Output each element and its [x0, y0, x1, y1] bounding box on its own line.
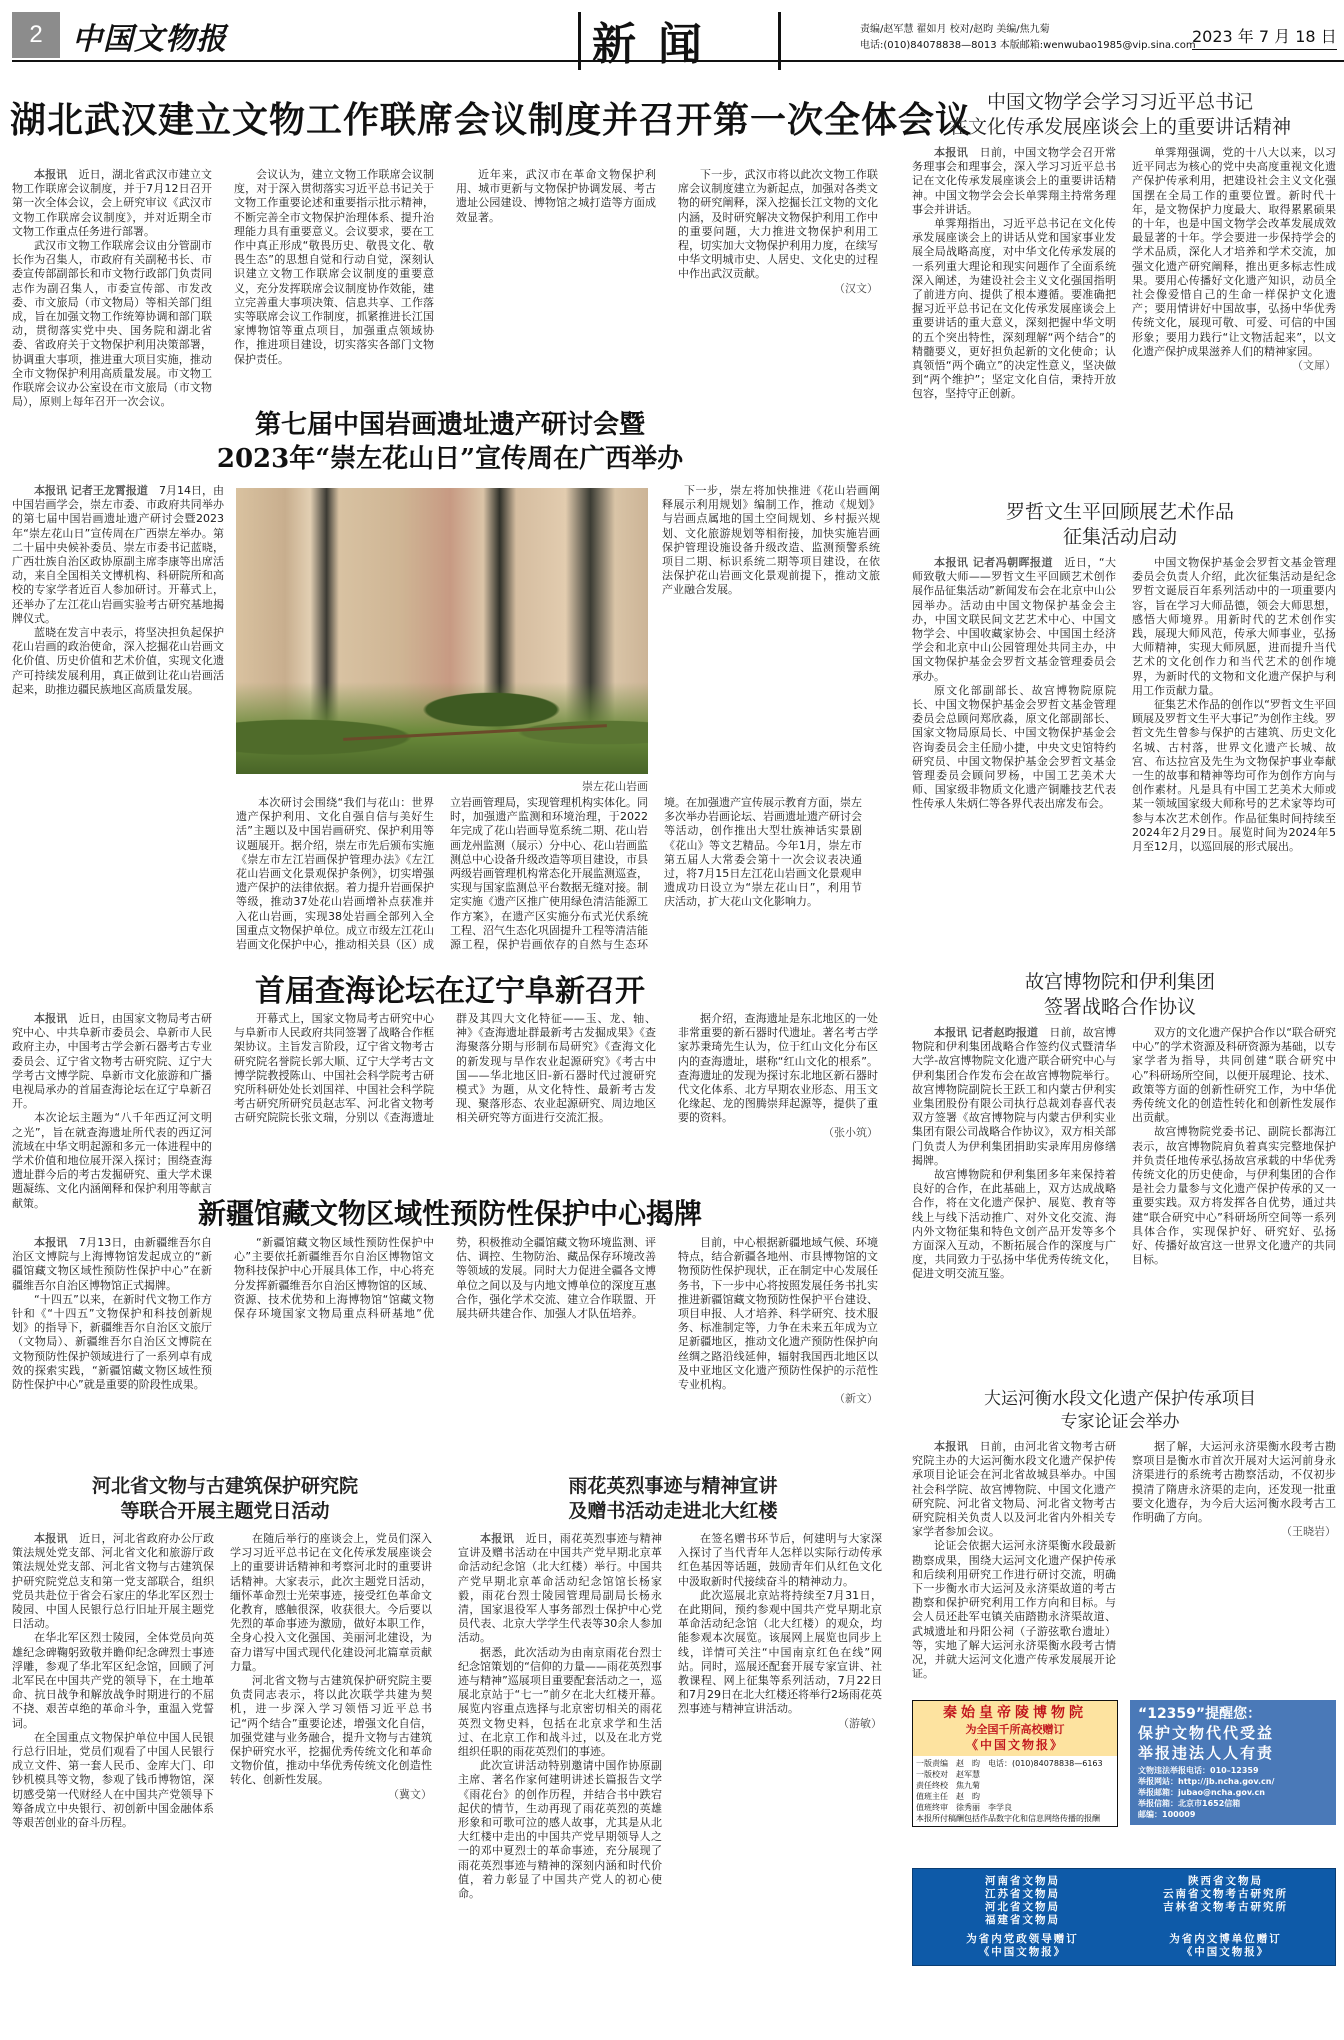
sponsor-slogan: 为省内文博单位赠订	[1169, 1933, 1282, 1945]
headline-line: 罗哲文生平回顾展艺术作品	[1005, 501, 1234, 523]
article-column	[12, 1012, 212, 1211]
lead-tag: 本报讯	[34, 1012, 68, 1025]
article-column	[678, 1236, 878, 1406]
issue-date: 2023 年 7 月 18 日	[1192, 24, 1337, 50]
ad-line: 秦始皇帝陵博物院	[943, 1705, 1087, 1721]
byline: （文犀）	[1292, 359, 1336, 373]
ad-row: 文物违法举报电话：010–12359	[1138, 1766, 1259, 1775]
headline-line: 大运河衡水段文化遗产保护传承项目	[984, 1389, 1256, 1409]
headline-xinjiang: 新疆馆藏文物区域性预防性保护中心揭牌	[197, 1197, 702, 1230]
page-number: 2	[12, 12, 60, 58]
ad-hotline	[1130, 1700, 1336, 1825]
paragraph: 日前，故宫博物院和伊利集团战略合作签约仪式暨清华大学-故宫博物院文化遗产联合研究中心与伊利集团合作发布会在故宫博物院举行。故宫博物院副院长王跃工和内蒙古伊利实业集团股份有限公司执行总裁刘春喜代表双方签署《故宫博物院与内蒙古伊利实业集团有限公司战略合作协议》，双方相关部门负责人为伊利集团捐助实录库用房修缮揭牌。	[912, 1026, 1117, 1167]
paragraph: 近日，由国家文物局考古研究中心、中共阜新市委员会、阜新市人民政府主办，中国考古学会新石器考古专业委员会、辽宁省文物考古研究院、辽宁大学考古文博学院、阜新市文化旅游和广播电视局承办的首届查海论坛在辽宁阜新召开。	[12, 1012, 213, 1111]
article-wuhan	[12, 168, 878, 409]
paragraph: 故宫博物院和伊利集团多年来保持着良好的合作，在此基础上，双方达成战略合作，将在文化遗产保护、展览、教育等线上与线下活动推广、对外文化交流、海内外文物征集和特色文创产品开发等多个方面深入互动，不断拓展合作的深度与广度，共同致力于弘扬中华优秀传统文化，促进文明交流互鉴。	[912, 1168, 1116, 1281]
ad-row: 一版责编 赵 昀 电话：(010)84078838—6163	[916, 1759, 1103, 1768]
paragraph: 此次巡展北京站将持续至7月31日，在此期间，预约参观中国共产党早期北京革命活动纪念馆（北大红楼）的观众，均能参观本次展览。该展网上展览也同步上线，详情可关注“中国南京红色在线”网站。同时，巡展还配套开展专家宣讲、社教课程、网上征集等系列活动，7月22日和7月29日在北大红楼还将举行2场雨花英烈事迹与精神宣讲活动。	[678, 1588, 882, 1716]
headline-yuhua	[458, 1474, 888, 1524]
headline-palace-yili	[905, 970, 1335, 1020]
article-column	[1132, 1026, 1336, 1267]
ad-row: 一版校对 赵军慧	[916, 1770, 980, 1779]
sponsor-org: 云南省文物考古研究所	[1163, 1888, 1288, 1900]
sponsor-slogan: 《中国文物报》	[978, 1946, 1067, 1958]
ad-row: 举报信箱：北京市1652信箱	[1138, 1799, 1241, 1808]
sponsor-org: 福建省文物局	[985, 1914, 1060, 1926]
ad-line: 保护文物代代受益	[1138, 1724, 1275, 1742]
headline-line: 中国文物学会学习习近平总书记	[986, 91, 1253, 113]
paragraph: 故宫博物院党委书记、副院长都海江表示，故宫博物院肩负着真实完整地保护并负责任地传承弘扬故宫承载的中华优秀传统文化的历史使命，与伊利集团的合作是社会力量参与文化遗产保护传承的又一重要实践。双方将发挥各自优势，通过共建“联合研究中心”科研场所空间等一系列具体合作，实现保护好、研究好、弘扬好、传播好故宫这一世界文化遗产的共同目标。	[1132, 1125, 1336, 1267]
headline-line: 故宫博物院和伊利集团	[1024, 971, 1215, 993]
ad-row: 邮编：100009	[1138, 1810, 1196, 1819]
paragraph: “十四五”以来，在新时代文物工作方针和《“十四五”文物保护和科技创新规划》的指导下，新疆维吾尔自治区文旅厅（文物局）、新疆维吾尔自治区文博院在文物预防性保护领域进行了一系列卓有成效的探索实践，“新疆馆藏文物区域性预防性保护中心”就是重要的阶段性成果。	[12, 1292, 212, 1392]
article-yuhua	[458, 1532, 882, 1901]
byline: （冀文）	[388, 1787, 432, 1801]
ad-row: 值班主任 赵 昀	[916, 1792, 980, 1801]
article-column	[912, 556, 1116, 812]
lead-tag: 本报讯 记者赵昀报道	[934, 1026, 1039, 1039]
rock-art-photo	[236, 488, 648, 774]
headline-line: 征集活动启动	[1062, 526, 1177, 548]
paragraph: 7月14日，由中国岩画学会，崇左市委、市政府共同举办的第七届中国岩画遗址遗产研讨会暨2023年“崇左花山日”宣传周在广西崇左举办。第二十届中央候补委员、崇左市委书记蓝晓，广西壮族自治区政协原副主席李康等出席活动，来自全国相关文博机构、科研院所和高校的专家学者近百人参加研讨。开幕式上，还举办了左江花山岩画实验考古研究基地揭牌仪式。	[12, 484, 224, 625]
lead-tag: 本报讯	[934, 146, 969, 159]
article-column	[1132, 556, 1336, 854]
paragraph: 单霁翔指出，习近平总书记在文化传承发展座谈会上的讲话从党和国家事业发展全局战略高度，对中华文化传承发展的一系列重大理论和现实问题作了全面系统深入阐述，为建设社会主义文化强国指明了前进方向、提供了根本遵循。要准确把握习近平总书记在文化传承发展座谈会上重要讲话的重大意义，深刻把握中华文明的五个突出特性，深刻理解“两个结合”的精髓要义，更好担负起新的文化使命；认真领悟“两个确立”的决定性意义，坚决做到“两个维护”；坚定文化自信，秉持开放包容，坚持守正创新。	[912, 217, 1116, 401]
ad-hotline-rows	[1138, 1765, 1328, 1820]
paragraph: 在华北军区烈士陵园，全体党员向英雄纪念碑鞠躬致敬并瞻仰纪念碑烈士事迹浮雕，参观了华北军区纪念馆，回顾了河北军民在中国共产党的领导下，在土地革命、抗日战争和解放战争时期进行的不屈不挠、艰苦卓绝的革命斗争，重温入党誓词。	[12, 1631, 214, 1730]
ad-row: 举报网站：http://jb.ncha.gov.cn/	[1138, 1777, 1275, 1786]
article-column	[12, 1532, 214, 1830]
headline-line: 等联合开展主题党日活动	[120, 1500, 330, 1522]
article-column	[912, 146, 1116, 402]
paragraph: 据介绍，查海遗址是东北地区的一处非常重要的新石器时代遗址。著名考古学家苏秉琦先生认为，位于红山文化分布区内的查海遗址，堪称“红山文化的根系”。查海遗址的发现为探讨东北地区新石器时代文化体系、北方早期农业形态、用玉文化缘起、龙的图腾崇拜起源等，提供了重要的资料。	[678, 1012, 878, 1125]
paragraph: 武汉市文物工作联席会议由分管副市长作为召集人，市政府有关副秘书长、市委宣传部副部长和市文物行政部门负责同志作为副召集人，市委宣传部、市发改委、市文旅局（市文物局）等相关部门组成，旨在加强文物工作统筹协调和部门联动，贯彻落实党中央、国务院和湖北省委、省政府关于文物保护利用决策部署，协调重大事项，推进重大项目实施，推动全市文物保护利用高质量发展。市文物工作联席会议办公室设在市文旅局（市文物局），原则上每年召开一次会议。	[12, 239, 212, 409]
article-column	[1132, 1440, 1336, 1539]
article-column	[234, 1012, 656, 1126]
paragraph: 河北省文物与古建筑保护研究院主要负责同志表示，将以此次联学共建为契机，进一步深入学习领悟习近平总书记“两个结合”重要论述，增强文化自信，加强党建与业务融合，提升文物与古建筑保护研究水平，挖掘优秀传统文化和革命文物价值，推动中华优秀传统文化创造性转化、创新性发展。	[230, 1674, 432, 1787]
paragraph: “新疆馆藏文物区域性预防性保护中心”主要依托新疆维吾尔自治区博物馆文物科技保护中心开展具体工作，中心将充分发挥新疆维吾尔自治区博物馆的区域、资源、技术优势和上海博物馆“馆藏文物保存环境国家文物局重点科研基地”优势，积极推动全疆馆藏文物环境监测、评估、调控、生物防治、藏品保存环境改善等领域的发展。同时大力促进全疆各文博单位之间以及与内地文博单位的深度互惠合作，强化学术交流、建立合作联盟、开展共研共建合作、加强人才队伍培养。	[234, 1236, 656, 1321]
article-column	[230, 1532, 432, 1802]
paragraph: 会议认为，建立文物工作联席会议制度，对于深入贯彻落实习近平总书记关于文物工作重要论述和重要指示批示精神，不断完善全市文物保护治理体系、提升治理能力具有重要意义。会议要求，要在工作中真正形成“敬畏历史、敬畏文化、敬畏生态”的思想自觉和行动自觉，深刻认识建立文物工作联席会议制度的重要意义，充分发挥联席会议制度协作效能，建立完善重大事项决策、信息共享、工作落实等联席会议工作制度，抓紧推进长江国家博物馆等重点项目，加强重点领域协作，推进项目建设，切实落实各部门文物保护责任。	[234, 168, 434, 366]
byline: （张小筑）	[823, 1125, 878, 1139]
paragraph: 7月13日，由新疆维吾尔自治区文博院与上海博物馆发起成立的“新疆馆藏文物区域性预防性保护中心”在新疆维吾尔自治区博物馆正式揭牌。	[12, 1236, 213, 1292]
headline-grand-canal	[905, 1388, 1335, 1434]
lead-tag: 本报讯 记者王龙霄报道	[34, 484, 148, 497]
photo-trees	[236, 682, 648, 774]
ad-row: 值班终审 徐秀丽 李学良	[916, 1803, 1012, 1812]
article-column	[12, 168, 213, 409]
paragraph: 本次研讨会围绕“我们与花山：世界遗产保护利用、文化自强自信与美好生活”主题以及中国岩画研究、保护利用等议题展开。据介绍，崇左市先后颁布实施《崇左市左江岩画保护管理办法》《左江花山岩画文化景观保护条例》，切实增强遗产保护的法律依据。着力提升岩画保护等级，推动37处花山岩画增补点获准并入花山岩画，实现38处岩画全部列入全国重点文物保护单位。成立市级左江花山岩画文化保护中心，推动相关县（区）成立岩画管理局，实现管理机构实体化。同时，加强遗产监测和环境治理，于2022年完成了花山岩画导览系统二期、花山岩画龙州监测（展示）分中心、花山岩画监测总中心设备升级改造等项目建设，市县两级岩画管理机构常态化开展监测巡查，实现与国家监测总平台数据无缝对接。制定实施《遗产区推广使用绿色清洁能源工作方案》，在遗产区实施分布式光伏系统工程、沼气生态化巩固提升工程等清洁能源工程，保护岩画依存的自然与生态环境。在加强遗产宣传展示教育方面，崇左多次举办岩画论坛、岩画遗址遗产研讨会等活动，创作推出大型壮族神话实景剧《花山》等文艺精品。今年1月，崇左市第五届人大常委会第十一次会议表决通过，将7月15日左江花山岩画文化景观申遗成功日设立为“崇左花山日”，利用节庆活动，扩大花山文化影响力。	[236, 796, 862, 952]
paragraph: 征集艺术作品的创作以“罗哲文生平回顾展及罗哲文生平大事记”为创作主线。罗哲文先生曾参与保护的古建筑、历史文化名城、古村落，世界文化遗产长城、故宫、布达拉宫及先生为文物保护事业奉献一生的故事和精神等均可作为创作方向与创作素材。凡是具有中国工艺美术大师或某一领域国家级大师称号的艺术家等均可参与本次艺术创作。作品征集时间持续至2024年2月29日。展览时间为2024年5月至12月，以巡回展的形式展出。	[1132, 698, 1336, 854]
ad-row: 举报邮箱：jubao@ncha.gov.cn	[1138, 1788, 1265, 1797]
paragraph: 论证会依据大运河永济渠衡水段最新勘察成果，围绕大运河文化遗产保护传承和后续利用研究工作进行研讨交流，明确下一步衡水市大运河及永济渠故道的考古勘察和保护研究利用工作方向和目标。与会人员还赴军屯镇关庙踏勘永济渠故道、武城遗址和丹阳公祠（子游弦歌台遗址）等，实地了解大运河永济渠衡水段考古情况，并就大运河文化遗产传承发展展开论证。	[912, 1539, 1116, 1681]
article-rock-art-col1	[12, 484, 224, 958]
paragraph: 在签名赠书环节后，何建明与大家深入探讨了当代青年人怎样以实际行动传承红色基因等话题，鼓励青年们从红色文化中汲取新时代接续奋斗的精神动力。	[678, 1532, 882, 1588]
article-hebei	[12, 1532, 432, 1830]
paragraph: 近日，雨花英烈事迹与精神宣讲及赠书活动在中国共产党早期北京革命活动纪念馆（北大红楼）举行。中国共产党早期北京革命活动纪念馆馆长杨家毅，雨花台烈士陵园管理局副局长杨永清，国家退役军人事务部烈士保护中心党员代表、北京大学学生代表等30余人参加活动。	[458, 1532, 663, 1645]
headline-line: 第七届中国岩画遗址遗产研讨会暨	[254, 410, 645, 440]
ad-line: “12359”提醒您：	[1138, 1706, 1262, 1722]
editor-credits	[860, 22, 1196, 54]
lead-tag: 本报讯	[34, 1236, 68, 1249]
paragraph: 此次宣讲活动特别邀请中国作协原副主席、著名作家何建明讲述长篇报告文学《雨花台》的创作历程，并结合书中跌宕起伏的情节，生动再现了雨花英烈的英雄形象和可歌可泣的感人故事，尤其是从北大红楼中走出的中国共产党早期领导人之一的邓中夏烈士的革命事迹，充分展现了雨花英烈事迹与精神的深刻内涵和时代价值，着力彰显了中国共产党人的初心使命。	[458, 1759, 662, 1901]
article-chahai	[12, 1012, 878, 1211]
paragraph: 近日，河北省政府办公厅政策法规处党支部、河北省文化和旅游厅政策法规处党支部、河北省文物与古建筑保护研究院党总支和第一党支部联合，组织党员共赴位于省会石家庄的华北军区烈士陵园、中国人民银行总行旧址开展主题党日活动。	[12, 1532, 215, 1631]
paragraph: 单霁翔强调，党的十八大以来，以习近平同志为核心的党中央高度重视文化遗产保护传承利用，把建设社会主义文化强国摆在全局工作的重要位置。新时代十年，是文物保护力度最大、取得累累硕果的十年，也是中国文物学会改革发展成效最显著的十年。学会要进一步保持学会的学术品质，深化人才培养和学术交流，加强文化遗产研究阐释，推出更多标志性成果。要用心传播好文化遗产知识，动员全社会像爱惜自己的生命一样保护文化遗产；要用情讲好中国故事，弘扬中华优秀传统文化，展现可敬、可爱、可信的中国形象；要用力践行“让文物活起来”，以文化遗产保护成果滋养人们的精神家园。	[1132, 146, 1336, 358]
paragraph: 目前，中心根据新疆地域气候、环境特点，结合新疆各地州、市县博物馆的文物预防性保护现状，正在制定中心发展任务书，下一步中心将按照发展任务书扎实推进新疆馆藏文物预防性保护平台建设、项目申报、人才培养、科学研究、技术服务、标准制定等，力争在未来五年成为立足新疆地区，推动文化遗产预防性保护向丝绸之路沿线延伸，辐射我国西北地区以及中亚地区文化遗产预防性保护的示范性专业机构。	[678, 1236, 878, 1392]
article-xinjiang	[12, 1236, 878, 1406]
paragraph: 近日，“大师致敬大师——罗哲文生平回顾艺术创作展作品征集活动”新闻发布会在北京中山公园举办。活动由中国文物保护基金会主办，中国文联民间文艺艺术中心、中国文物学会、中国收藏家协会、中国国土经济学会和北京中山公园管理处共同主办，中国文物保护基金会罗哲文基金管理委员会承办。	[912, 556, 1116, 683]
byline: （游敏）	[838, 1716, 882, 1730]
ads-row	[912, 1700, 1336, 1827]
paragraph: 近年来，武汉市在革命文物保护利用、城市更新与文物保护协调发展、考古遗址公园建设、博物馆之城打造等方面成效显著。	[456, 168, 656, 224]
article-column	[678, 168, 878, 400]
sponsor-org: 陕西省文物局	[1188, 1875, 1263, 1887]
paper-logo: 中国文物报	[72, 22, 227, 57]
credits-line: 责编/赵军慧 翟如月 校对/赵昀 美编/焦九菊	[860, 24, 1050, 35]
headline-wuhan: 湖北武汉建立文物工作联席会议制度并召开第一次全体会议	[10, 99, 973, 141]
ad-emperor-museum	[912, 1700, 1118, 1827]
article-luozhewen	[912, 556, 1336, 854]
article-column	[678, 1532, 882, 1731]
paragraph: 在随后举行的座谈会上，党员们深入学习习近平总书记在文化传承发展座谈会上的重要讲话精神和考察河北时的重要讲话精神。大家表示，此次主题党日活动，缅怀革命烈士光荣事迹，接受红色革命文化教育，感触很深，收获很大。今后要以先烈的革命事迹为激励，做好本职工作，全身心投入文化强国、美丽河北建设，为奋力谱写中国式现代化建设河北篇章贡献力量。	[230, 1532, 432, 1673]
paragraph: 双方的文化遗产保护合作以“联合研究中心”的学术资源及科研资源为基础，以专家学者为指导，共同创建“联合研究中心”科研场所空间，以便开展理论、技术、政策等方面的创新性研究工作，为中华优秀传统文化的创造性转化和创新性发展作出贡献。	[1132, 1026, 1336, 1125]
photo-caption: 崇左花山岩画	[582, 780, 648, 793]
headline-line: 2023年“崇左花山日”宣传周在广西举办	[216, 444, 684, 474]
ad-line: 举报违法人人有责	[1138, 1744, 1275, 1762]
lead-tag: 本报讯	[34, 1532, 68, 1545]
article-column	[456, 168, 656, 400]
paragraph: 据悉，此次活动为由南京雨花台烈士纪念馆策划的“信仰的力量——雨花英烈事迹与精神”巡展项目重要配套活动之一，巡展北京站于“七一”前夕在北大红楼开幕。展览内容重点选择与北京密切相关的雨花英烈文物史料，包括在北京求学和生活过、在北京工作和战斗过，以及在北方党组织任职的雨花英烈们的事迹。	[458, 1645, 662, 1759]
paragraph: 蓝晓在发言中表示，将坚决担负起保护花山岩画的政治使命，深入挖掘花山岩画文化价值、历史价值和艺术价值，实现文化遗产可持续发展利用，真正做到让花山岩画活起来，助推边疆民族地区高质量发展。	[12, 626, 224, 696]
ad-row: 责任终校 焦九菊	[916, 1781, 980, 1790]
headline-line: 签署战略合作协议	[1043, 996, 1196, 1018]
ad-sponsors	[912, 1868, 1336, 1966]
ad-line: 《中国文物报》	[965, 1738, 1064, 1752]
headline-chahai: 首届查海论坛在辽宁阜新召开	[255, 974, 645, 1009]
article-column	[234, 1236, 656, 1321]
byline: （汉文）	[834, 281, 878, 295]
article-column	[458, 1532, 662, 1901]
sponsors-right	[1124, 1875, 1327, 1959]
sponsor-org: 吉林省文物考古研究所	[1163, 1901, 1288, 1913]
paragraph: 开幕式上，国家文物局考古研究中心与阜新市人民政府共同签署了战略合作框架协议。主旨发言阶段，辽宁省文物考古研究院名誉院长郭大顺、辽宁大学考古文博学院教授陈山、中国社会科学院考古研究所科研处处长刘国祥、中国社会科学院考古研究所研究员赵志军、河北省文物考古研究院院长张文瑞，分别以《查海遗址群及其四大文化特征——玉、龙、轴、神》《查海遗址群最新考古发掘成果》《查海聚落分期与形制布局研究》《查海文化的新发现与旱作农业起源研究》《考古中国——华北地区旧-新石器时代过渡研究模式》为题，从文化特性、最新考古发现、聚落形态、农业起源研究、周边地区相关研究等方面进行交流汇报。	[234, 1012, 656, 1125]
headline-hebei	[10, 1474, 440, 1524]
paragraph: 本次论坛主题为“八千年西辽河文明之光”，旨在就查海遗址所代表的西辽河流域在中华文明起源和多元一体进程中的学术价值和地位展开深入探讨；围绕查海遗址群今后的考古发掘研究、重大学术课题凝练、文化内涵阐释和保护利用等献言献策。	[12, 1111, 212, 1210]
lead-tag: 本报讯 记者冯朝晖报道	[934, 556, 1053, 569]
lead-tag: 本报讯	[480, 1532, 515, 1545]
sponsors-left	[921, 1875, 1124, 1959]
lead-tag: 本报讯	[934, 1440, 969, 1453]
article-palace-yili	[912, 1026, 1336, 1282]
article-grand-canal	[912, 1440, 1336, 1681]
article-column	[234, 168, 434, 400]
divider	[578, 12, 581, 70]
paragraph: 下一步，崇左将加快推进《花山岩画阐释展示利用规划》编制工作，推动《规划》与岩画点属地的国土空间规划、乡村振兴规划、文化旅游规划等相衔接，加快实施岩画保护管理设施设备升级改造、监测预警系统项目二期、标识系统二期等项目建设，在依法保护花山岩画文化景观前提下，推动文旅产业融合发展。	[662, 484, 880, 597]
paragraph: 中国文物保护基金会罗哲文基金管理委员会负责人介绍，此次征集活动是纪念罗哲文诞辰百年系列活动中的一项重要内容，旨在学习大师品德，领会大师思想，感悟大师境界。用新时代的艺术创作实践，展现大师风范，传承大师事业，弘扬大师精神，实现大师夙愿，进而提升当代艺术的文化创作力和当代艺术的创作境界，为新时代的文物和文化遗产保护与利用工作贡献力量。	[1132, 556, 1336, 697]
paragraph: 日前，中国文物学会召开常务理事会和理事会，深入学习习近平总书记在文化传承发展座谈会上的重要讲话精神。中国文物学会会长单霁翔主持常务理事会并讲话。	[912, 146, 1117, 216]
sponsor-slogan: 为省内党政领导赠订	[966, 1933, 1079, 1945]
sponsor-org: 江苏省文物局	[985, 1888, 1060, 1900]
ad-row: 本报所付稿酬包括作品数字化和信息网络传播的报酬	[916, 1814, 1100, 1823]
ad-emperor-header	[913, 1701, 1117, 1756]
headline-wenwu-society	[905, 90, 1335, 140]
headline-line: 河北省文物与古建筑保护研究院	[91, 1475, 358, 1497]
sponsor-org: 河北省文物局	[985, 1901, 1060, 1913]
ad-emperor-rows	[913, 1756, 1117, 1826]
headline-line: 专家论证会举办	[1060, 1412, 1180, 1432]
article-column	[12, 1236, 212, 1392]
sponsor-org: 河南省文物局	[985, 1875, 1060, 1887]
article-rock-art-col3	[662, 484, 880, 598]
divider	[778, 12, 781, 70]
headline-rock-art	[0, 408, 900, 476]
article-column	[678, 1012, 878, 1140]
credits-contact: 电话:(010)84078838—8013 本版邮箱:wenwubao1985@vip.sina.com	[860, 40, 1196, 51]
article-column	[1132, 146, 1336, 373]
section-title: 新闻	[592, 19, 724, 70]
lead-tag: 本报讯	[34, 168, 68, 181]
sponsor-slogan: 《中国文物报》	[1181, 1946, 1270, 1958]
article-column	[912, 1026, 1116, 1282]
article-wenwu-society	[912, 146, 1336, 402]
byline: （王晓岩）	[1281, 1525, 1336, 1539]
headline-line: 及赠书活动走进北大红楼	[568, 1500, 778, 1522]
headline-luozhewen	[905, 500, 1335, 550]
byline: （新文）	[834, 1392, 878, 1406]
headline-line: 在文化传承发展座谈会上的重要讲话精神	[948, 116, 1291, 138]
article-rock-art-col2	[236, 796, 862, 958]
ad-line: 为全国千所高校赠订	[965, 1723, 1065, 1736]
headline-line: 雨花英烈事迹与精神宣讲	[568, 1475, 778, 1497]
paragraph: 近日，湖北省武汉市建立文物工作联席会议制度，并于7月12日召开第一次全体会议，会上研究审议《武汉市文物工作联席会议制度》，并对近期全市文物工作重点任务进行部署。	[12, 168, 213, 238]
article-column	[912, 1440, 1116, 1681]
paragraph: 据了解，大运河永济渠衡水段考古勘察项目是衡水市首次开展对大运河前身永济渠进行的系统考古勘察活动，不仅初步摸清了隋唐永济渠的走向，还发现一批重要文化遗存，为今后大运河衡水段考古工作明确了方向。	[1132, 1440, 1336, 1525]
paragraph: 日前，由河北省文物考古研究院主办的大运河衡水段文化遗产保护传承项目论证会在河北省故城县举办。中国社会科学院、故宫博物院、中国文化遗产研究院、河北省文物局、河北省文物考古研究院相关负责人以及河北省内外相关专家学者参加会议。	[912, 1440, 1117, 1539]
paragraph: 原文化部副部长、故宫博物院原院长、中国文物保护基金会罗哲文基金管理委员会总顾问郑欣淼，原文化部副部长、国家文物局原局长、中国文物保护基金会咨询委员会主任励小捷，中央文史馆特约研究员、中国文物保护基金会罗哲文基金管理委员会顾问罗杨，中国工艺美术大师、国家级非物质文化遗产铜雕技艺代表性传承人朱炳仁等各界代表出席发布会。	[912, 683, 1116, 811]
paragraph: 在全国重点文物保护单位中国人民银行总行旧址，党员们观看了中国人民银行成立文件、第一套人民币、金库大门、印钞机模具等文物，参观了钱币博物馆，深切感受第一代财经人在中国共产党领导下筹备成立中央银行、初创新中国金融体系等艰苦创业的奋斗历程。	[12, 1730, 214, 1830]
paragraph: 下一步，武汉市将以此次文物工作联席会议制度建立为新起点，加强对各类文物的研究阐释，深入挖掘长江文物的文化内涵，及时研究解决文物保护利用工作中的重要问题，大力推进文物保护利用工程，切实加大文物保护利用力度，在续写中华文明城市史、人居史、文化史的过程中作出武汉贡献。	[678, 168, 878, 281]
